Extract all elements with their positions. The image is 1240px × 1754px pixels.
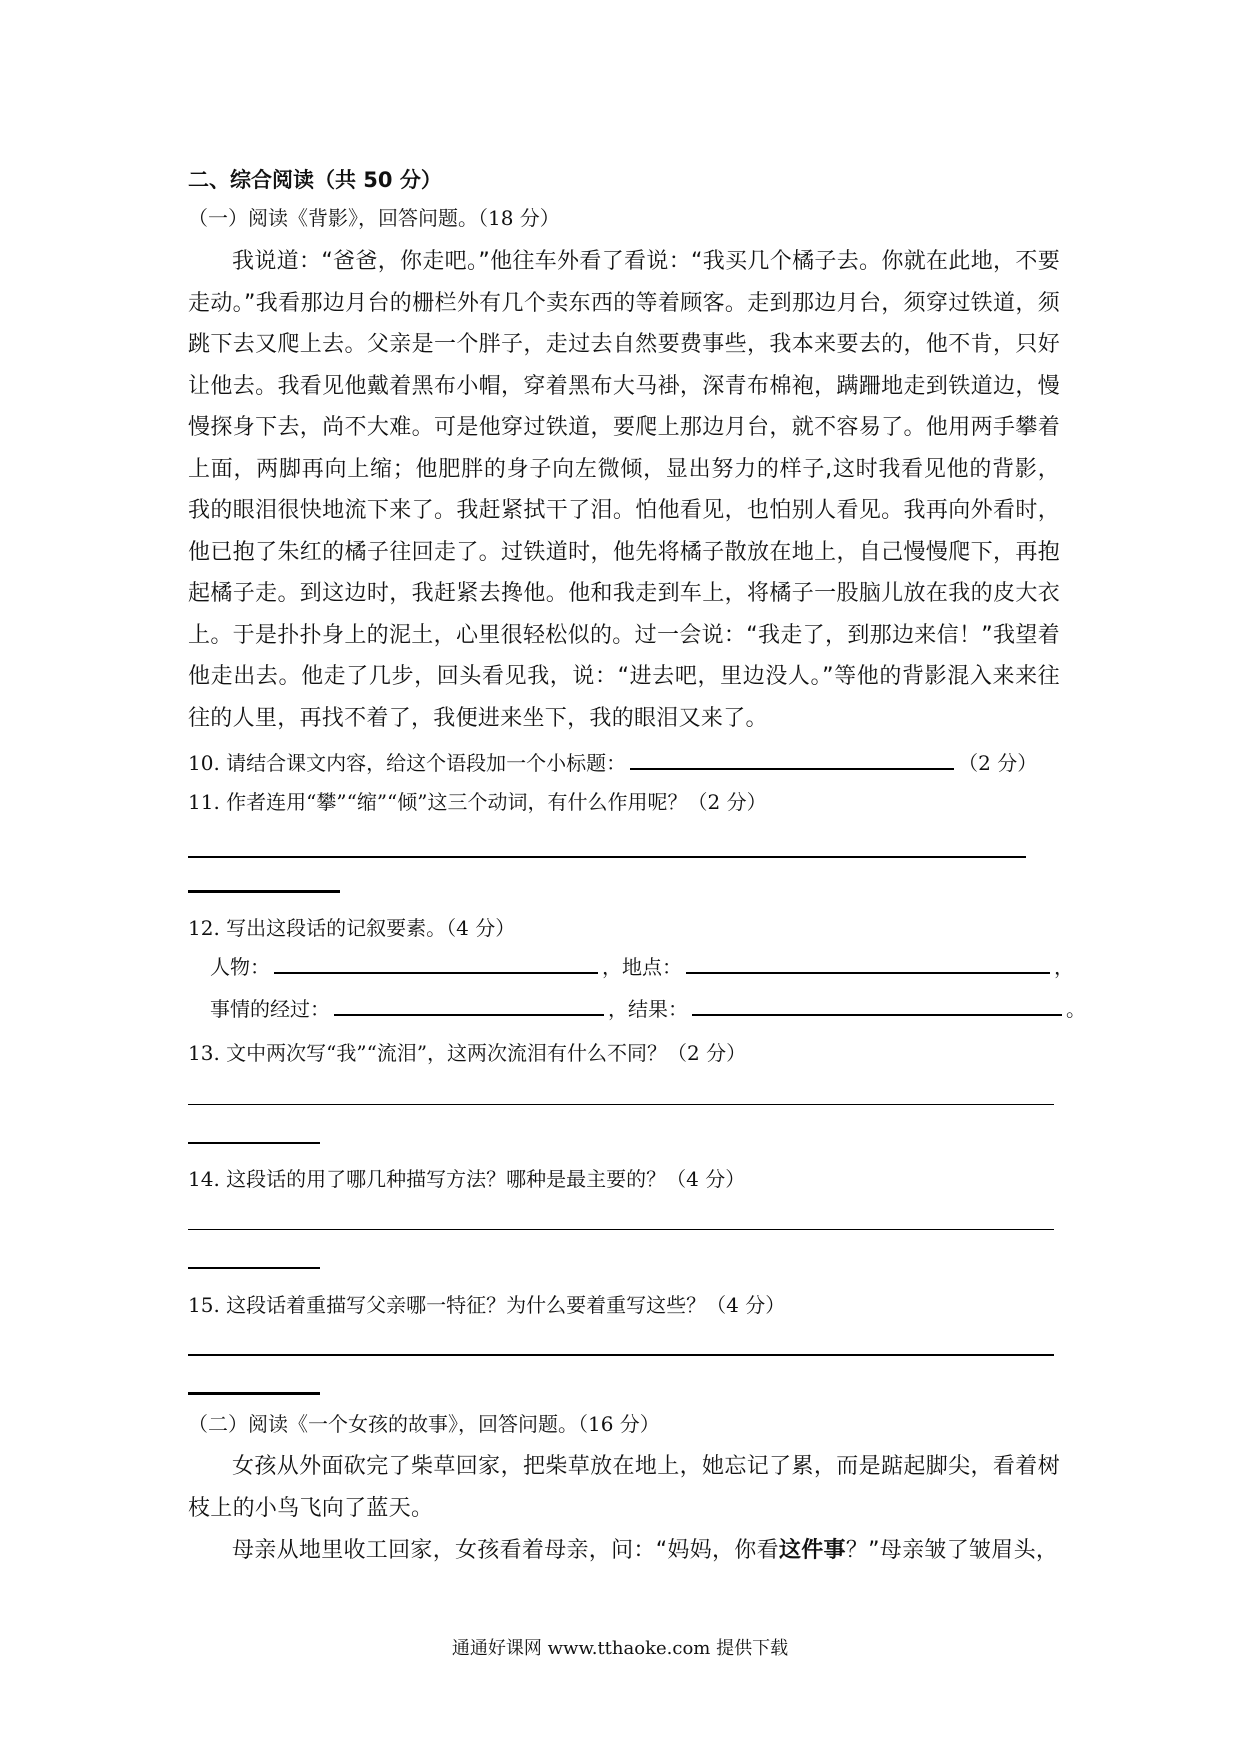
question-11-answer-line-short[interactable] <box>188 890 340 893</box>
para2-after: ？”母亲皱了皱眉头， <box>845 1538 1059 1563</box>
question-15: 15. 这段话着重描写父亲哪一特征？为什么要着重写这些？（4 分） <box>188 1293 786 1317</box>
question-14-answer-line[interactable] <box>188 1229 1054 1230</box>
result-label: ，结果： <box>608 997 688 1021</box>
part2-title: （二）阅读《一个女孩的故事》，回答问题。（16 分） <box>188 1412 660 1436</box>
para2-bold: 这件事 <box>778 1538 846 1563</box>
question-15-answer-line[interactable] <box>188 1354 1054 1356</box>
question-12-row-2 <box>210 992 1086 1022</box>
part2-paragraph-2 <box>188 1530 1060 1572</box>
process-blank[interactable] <box>334 992 604 1016</box>
place-label: ，地点： <box>602 955 682 979</box>
question-14: 14. 这段话的用了哪几种描写方法？哪种是最主要的？（4 分） <box>188 1167 746 1191</box>
question-13-answer-line[interactable] <box>188 1104 1054 1105</box>
place-blank[interactable] <box>686 950 1050 974</box>
question-10-score: （2 分） <box>958 751 1038 775</box>
question-15-answer-line-short[interactable] <box>188 1392 320 1395</box>
question-13-answer-line-short[interactable] <box>188 1142 320 1144</box>
result-blank[interactable] <box>692 992 1062 1016</box>
question-10-answer-blank[interactable] <box>630 746 954 770</box>
question-10-text: 10. 请结合课文内容，给这个语段加一个小标题： <box>188 751 627 775</box>
page-footer: 通通好课网 www.tthaoke.com 提供下载 <box>451 1638 789 1659</box>
question-11: 11. 作者连用“攀”“缩”“倾”这三个动词，有什么作用呢？（2 分） <box>188 790 767 814</box>
question-13: 13. 文中两次写“我”“流泪”，这两次流泪有什么不同？（2 分） <box>188 1041 747 1065</box>
question-11-answer-line[interactable] <box>188 856 1026 858</box>
person-blank[interactable] <box>274 950 598 974</box>
part1-title: （一）阅读《背影》，回答问题。（18 分） <box>188 206 560 230</box>
para2-before: 母亲从地里收工回家，女孩看着母亲，问：“妈妈，你看 <box>232 1538 779 1563</box>
row-1-comma: ， <box>1054 955 1074 979</box>
row-2-period: 。 <box>1066 997 1086 1021</box>
part1-passage: 我说道：“爸爸，你走吧。”他往车外看了看说：“我买几个橘子去。你就在此地，不要走动。”我看那边月台的栅栏外有几个卖东西的等着顾客。走到那边月台，须穿过铁道，须跳下去又爬上去。父亲是一个胖子，走过去自然要费事些，我本来要去的，他不肯，只好让他去。我看见他戴着黑布小帽，穿着黑布大马褂，深青布棉袍，蹒跚地走到铁道边，慢慢探身下去，尚不大难。可是他穿过铁道，要爬上那边月台，就不容易了。他用两手攀着上面，两脚再向上缩；他肥胖的身子向左微倾，显出努力的样子,这时我看见他的背影，我的眼泪很快地流下来了。我赶紧拭干了泪。怕他看见，也怕别人看见。我再向外看时，他已抱了朱红的橘子往回走了。过铁道时，他先将橘子散放在地上，自己慢慢爬下，再抱起橘子走。到这边时，我赶紧去搀他。他和我走到车上，将橘子一股脑儿放在我的皮大衣上。于是扑扑身上的泥土，心里很轻松似的。过一会说：“我走了，到那边来信！”我望着他走出去。他走了几步，回头看见我，说：“进去吧，里边没人。”等他的背影混入来来往往的人里，再找不着了，我便进来坐下，我的眼泪又来了。 <box>188 249 1060 731</box>
question-12-row-1 <box>210 950 1074 980</box>
question-14-answer-line-short[interactable] <box>188 1267 320 1269</box>
person-label: 人物： <box>210 955 270 979</box>
process-label: 事情的经过： <box>210 997 330 1021</box>
section-title: 二、综合阅读（共 50 分） <box>188 168 442 192</box>
question-12: 12. 写出这段话的记叙要素。（4 分） <box>188 916 516 940</box>
question-10 <box>188 746 1037 776</box>
part2-paragraph-1: 女孩从外面砍完了柴草回家，把柴草放在地上，她忘记了累，而是踮起脚尖，看着树枝上的小鸟飞向了蓝天。 <box>188 1454 1060 1521</box>
